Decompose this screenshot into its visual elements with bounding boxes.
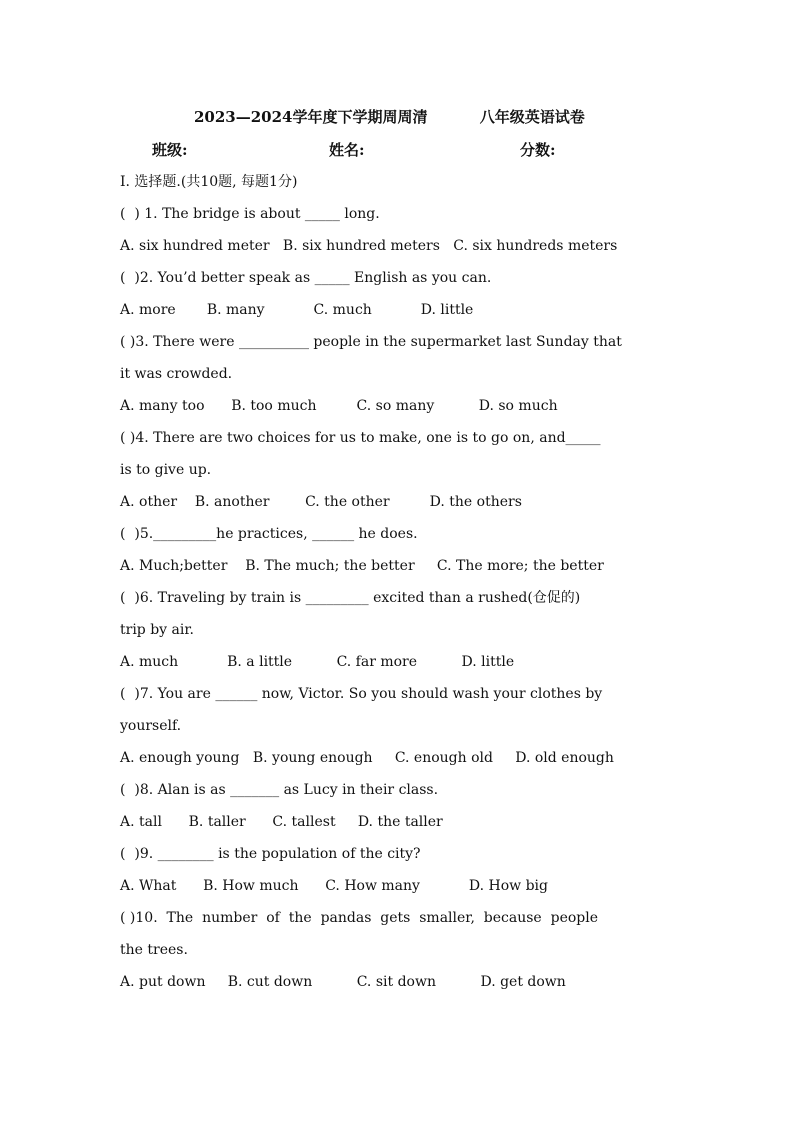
- question-7-stem-cont: yourself.: [120, 718, 182, 734]
- question-10-stem-cont: the trees.: [120, 942, 188, 958]
- section-heading: I. 选择题.(共10题, 每题1分): [120, 174, 298, 190]
- question-1-options: A. six hundred meter B. six hundred meters C. six hundreds meters: [120, 238, 618, 254]
- question-3-stem: ( )3. There were __________ people in the supermarket last Sunday that: [120, 334, 622, 350]
- question-2-stem: ( )2. You’d better speak as _____ English as you can.: [120, 270, 492, 286]
- question-6-options: A. much B. a little C. far more D. little: [120, 654, 515, 670]
- question-3-stem-cont: it was crowded.: [120, 366, 233, 382]
- question-7-options: A. enough young B. young enough C. enough old D. old enough: [120, 750, 614, 766]
- name-label: 姓名:: [329, 141, 365, 159]
- question-6-stem: ( )6. Traveling by train is _________ excited than a rushed(仓促的): [120, 590, 581, 606]
- question-9-stem: ( )9. ________ is the population of the city?: [120, 846, 421, 862]
- question-7-stem: ( )7. You are ______ now, Victor. So you should wash your clothes by: [120, 686, 603, 702]
- question-1-stem: ( ) 1. The bridge is about _____ long.: [120, 206, 380, 222]
- question-9-options: A. What B. How much C. How many D. How big: [120, 878, 548, 894]
- question-4-options: A. other B. another C. the other D. the others: [120, 494, 522, 510]
- question-3-options: A. many too B. too much C. so many D. so much: [120, 398, 558, 414]
- question-5-stem: ( )5._________he practices, ______ he does.: [120, 526, 418, 542]
- page-title: 2023—2024学年度下学期周周清 八年级英语试卷: [194, 108, 585, 126]
- question-8-options: A. tall B. taller C. tallest D. the taller: [120, 814, 443, 830]
- question-2-options: A. more B. many C. much D. little: [120, 302, 474, 318]
- score-label: 分数:: [520, 141, 556, 159]
- question-list: [120, 170, 680, 1002]
- question-4-stem: ( )4. There are two choices for us to make, one is to go on, and_____: [120, 430, 601, 446]
- question-8-stem: ( )8. Alan is as _______ as Lucy in their class.: [120, 782, 439, 798]
- question-10-stem: ( )10. The number of the pandas gets smaller, because people: [120, 910, 599, 926]
- question-6-stem-cont: trip by air.: [120, 622, 194, 638]
- class-label: 班级:: [152, 141, 188, 159]
- question-5-options: A. Much;better B. The much; the better C. The more; the better: [120, 558, 604, 574]
- question-4-stem-cont: is to give up.: [120, 462, 212, 478]
- question-10-options: A. put down B. cut down C. sit down D. get down: [120, 974, 566, 990]
